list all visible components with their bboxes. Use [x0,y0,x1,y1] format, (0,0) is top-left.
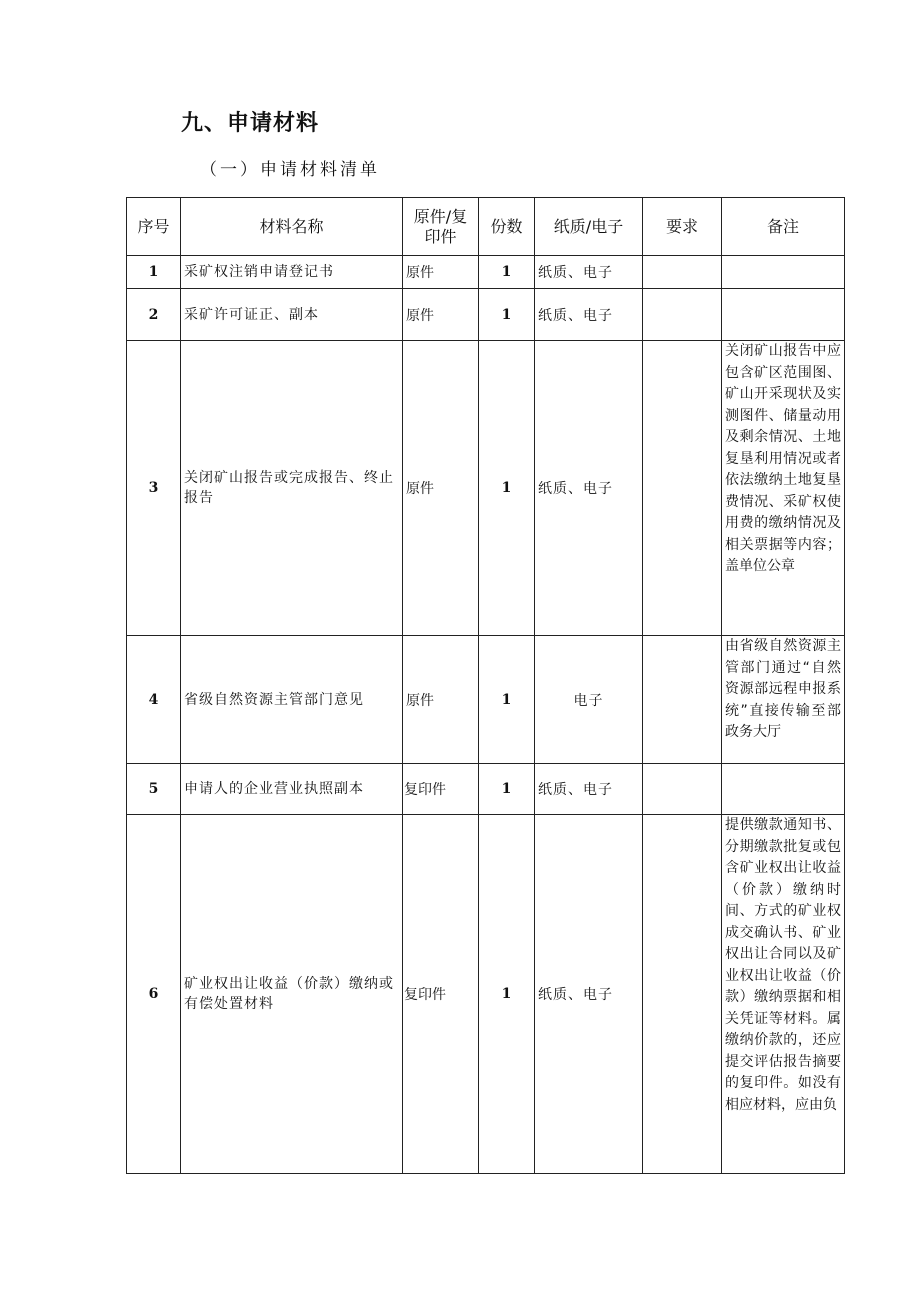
table-row [127,289,845,341]
row-form: 电子 [535,636,643,764]
row-requirement [643,764,722,815]
row-count: 1 [479,764,535,815]
row-name: 采矿许可证正、副本 [181,289,403,341]
header-count: 份数 [479,198,535,256]
row-index: 6 [127,815,181,1174]
row-index: 4 [127,636,181,764]
row-count: 1 [479,289,535,341]
materials-table [126,197,845,1174]
table-row [127,341,845,636]
row-form: 纸质、电子 [535,341,643,636]
table-row [127,764,845,815]
row-requirement [643,256,722,289]
row-original: 原件 [403,636,479,764]
row-remark [722,289,845,341]
row-count: 1 [479,256,535,289]
table-row [127,256,845,289]
header-remark: 备注 [722,198,845,256]
header-form: 纸质/电子 [535,198,643,256]
table-header-row [127,198,845,256]
header-original: 原件/复印件 [403,198,479,256]
row-name: 采矿权注销申请登记书 [181,256,403,289]
header-requirement: 要求 [643,198,722,256]
row-requirement [643,289,722,341]
row-count: 1 [479,815,535,1174]
row-original: 原件 [403,289,479,341]
row-form: 纸质、电子 [535,764,643,815]
row-requirement [643,341,722,636]
row-name: 关闭矿山报告或完成报告、终止报告 [181,341,403,636]
row-remark: 提供缴款通知书、分期缴款批复或包含矿业权出让收益（价款）缴纳时间、方式的矿业权成交确认书、矿业权出让合同以及矿业权出让收益（价款）缴纳票据和相关凭证等材料。属缴纳价款的，还应提交评估报告摘要的复印件。如没有相应材料，应由负 [722,815,845,1174]
row-name: 申请人的企业营业执照副本 [181,764,403,815]
table-row [127,636,845,764]
row-requirement [643,636,722,764]
row-original: 原件 [403,256,479,289]
row-name: 矿业权出让收益（价款）缴纳或有偿处置材料 [181,815,403,1174]
row-index: 3 [127,341,181,636]
row-original: 原件 [403,341,479,636]
row-index: 2 [127,289,181,341]
row-original: 复印件 [403,764,479,815]
row-remark: 由省级自然资源主管部门通过“自然资源部远程申报系统”直接传输至部政务大厅 [722,636,845,764]
row-original: 复印件 [403,815,479,1174]
row-name: 省级自然资源主管部门意见 [181,636,403,764]
row-count: 1 [479,636,535,764]
row-form: 纸质、电子 [535,289,643,341]
section-heading: 九、申请材料 [181,111,320,136]
table-row [127,815,845,1174]
row-form: 纸质、电子 [535,256,643,289]
row-index: 1 [127,256,181,289]
row-index: 5 [127,764,181,815]
row-form: 纸质、电子 [535,815,643,1174]
section-subheading: （一）申请材料清单 [200,160,380,180]
header-index: 序号 [127,198,181,256]
row-remark [722,256,845,289]
header-name: 材料名称 [181,198,403,256]
row-remark: 关闭矿山报告中应包含矿区范围图、矿山开采现状及实测图件、储量动用及剩余情况、土地复垦利用情况或者依法缴纳土地复垦费情况、采矿权使用费的缴纳情况及相关票据等内容；盖单位公章 [722,341,845,636]
row-count: 1 [479,341,535,636]
row-remark [722,764,845,815]
row-requirement [643,815,722,1174]
